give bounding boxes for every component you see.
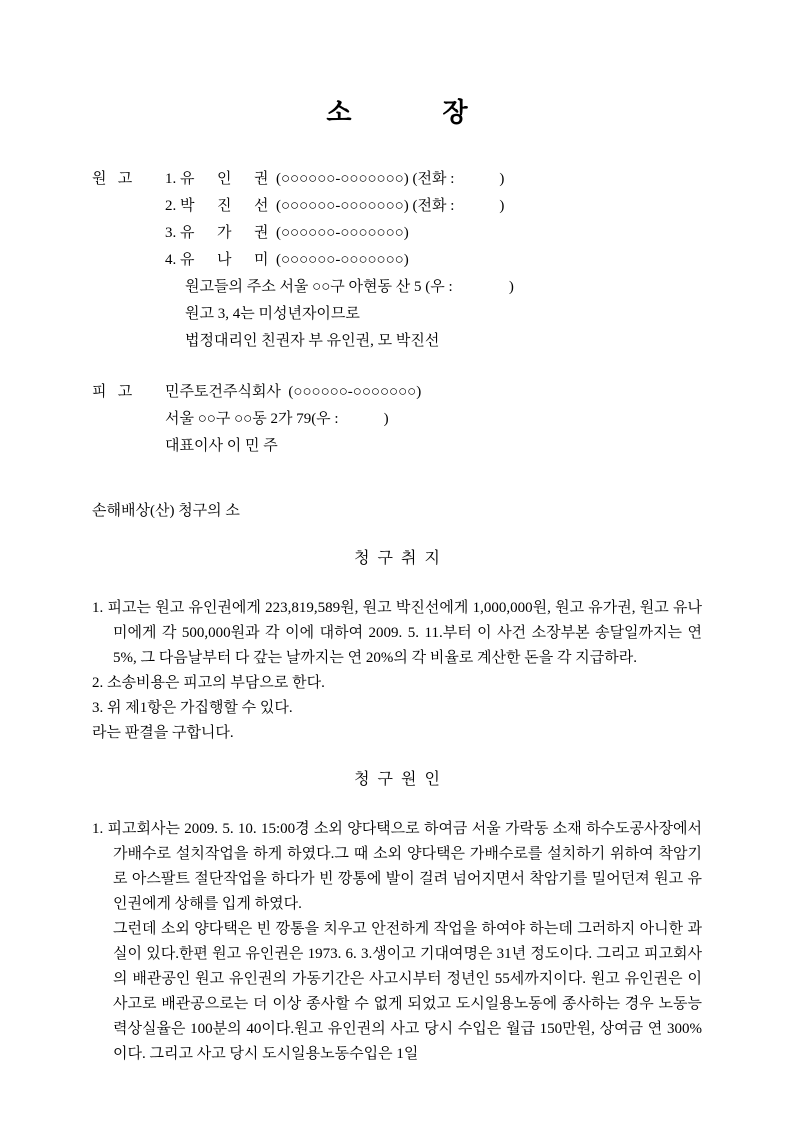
claim-cause-heading: 청 구 원 인 — [354, 771, 440, 788]
claim-purpose-closing: 라는 판결을 구합니다. — [92, 725, 234, 741]
legal-representative-line: 법정대리인 친권자 부 유인권, 모 박진선 — [185, 333, 440, 349]
plaintiffs-address: 원고들의 주소 서울 ○○구 아현동 산 5 (우 : ) — [185, 279, 514, 295]
case-title: 손해배상(산) 청구의 소 — [92, 503, 240, 519]
defendant-name-line: 민주토건주식회사 (○○○○○○-○○○○○○○) — [165, 384, 422, 400]
claim-purpose-heading: 청 구 취 지 — [354, 550, 440, 567]
defendant-details — [165, 379, 702, 460]
plaintiff-section — [92, 166, 702, 355]
plaintiff-details — [165, 166, 702, 355]
document-title: 소 장 — [326, 98, 468, 127]
plaintiff-line-3: 3. 유 가 권 (○○○○○○-○○○○○○○) — [165, 225, 409, 241]
claim-purpose-item-3: 3. 위 제1항은 가집행할 수 있다. — [92, 700, 293, 716]
claim-cause-item-1: 1. 피고회사는 2009. 5. 10. 15:00경 소외 양다택으로 하여금 서울 가락동 소재 하수도공사장에서 가배수로 설치작업을 하게 하였다.그 때 소외 양다택은 가배수로를 설치하기 위하여 착암기로 아스팔트 절단작업을 하다가 빈 깡통에 발이 걸려 넘어지면서 착암기를 밀어던져 원고 유인권에게 상해를 입게 하였다. — [92, 821, 702, 912]
claim-cause-item-1-continued: 그런데 소외 양다택은 빈 깡통을 치우고 안전하게 작업을 하여야 하는데 그러하지 아니한 과실이 있다.한편 원고 유인권은 1973. 6. 3.생이고 기대여명은 31년 정도이다. 그리고 피고회사의 배관공인 원고 유인권의 가동기간은 사고시부터 정년인 55세까지이다. 원고 유인권은 이 사고로 배관공으로는 더 이상 종사할 수 없게 되었고 도시일용노동에 종사하는 경우 노동능력상실율은 100분의 40이다.원고 유인권의 사고 당시 수입은 월급 150만원, 상여금 연 300%이다. 그리고 사고 당시 도시일용노동수입은 1일 — [113, 921, 702, 1062]
defendant-address-line: 서울 ○○구 ○○동 2가 79(우 : ) — [165, 411, 389, 427]
plaintiff-line-2: 2. 박 진 선 (○○○○○○-○○○○○○○) (전화 : ) — [165, 198, 505, 214]
defendant-section — [92, 379, 702, 460]
plaintiff-label: 원 고 — [92, 171, 133, 187]
claim-purpose-item-1: 1. 피고는 원고 유인권에게 223,819,589원, 원고 박진선에게 1,000,000원, 원고 유가권, 원고 유나미에게 각 500,000원과 각 이에 대하여 2009. 5. 11.부터 이 사건 소장부본 송달일까지는 연 5%, 그 다음날부터 다 갚는 날까지는 연 20%의 각 비율로 계산한 돈을 각 지급하라. — [92, 600, 702, 666]
plaintiff-line-1: 1. 유 인 권 (○○○○○○-○○○○○○○) (전화 : ) — [165, 171, 505, 187]
plaintiff-line-4: 4. 유 나 미 (○○○○○○-○○○○○○○) — [165, 252, 409, 268]
claim-purpose-item-2: 2. 소송비용은 피고의 부담으로 한다. — [92, 675, 325, 691]
defendant-label: 피 고 — [92, 384, 133, 400]
minor-plaintiffs-note: 원고 3, 4는 미성년자이므로 — [185, 306, 360, 322]
defendant-ceo-line: 대표이사 이 민 주 — [165, 438, 278, 454]
